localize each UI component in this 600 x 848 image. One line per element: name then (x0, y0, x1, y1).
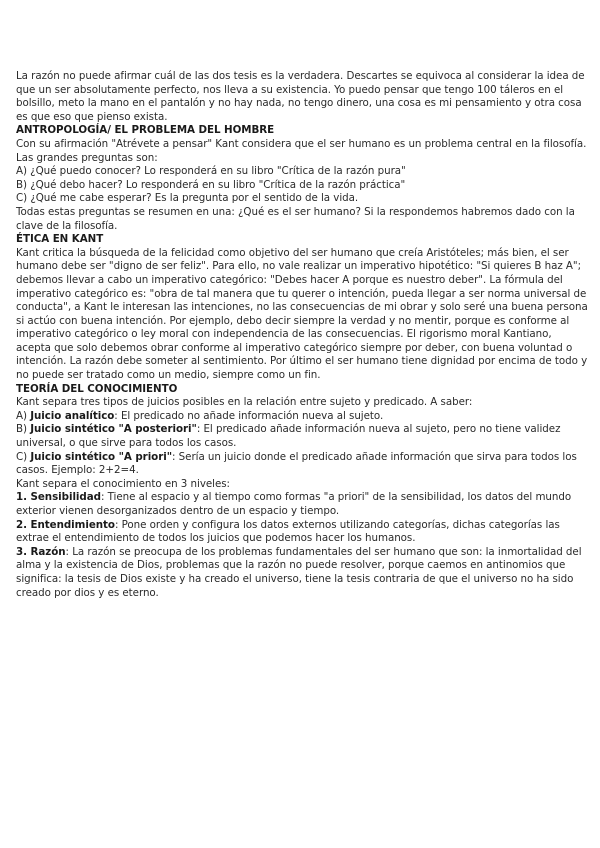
level-item-sensibilidad (16, 491, 588, 518)
question-a: A) ¿Qué puedo conocer? Lo responderá en su libro "Crítica de la razón pura" (16, 165, 406, 178)
etica-paragraph: Kant critica la búsqueda de la felicidad como objetivo del ser humano que creía Aristóteles; más bien, el ser humano debe ser "digno de ser feliz". Para ello, no vale realizar un imperativo hipotético: "Si quieres B haz A"; debemos llevar a cabo un imperativo categórico: "Debes hacer A porque es nuestro deber". La fórmula del imperativo categórico es: "obra de tal manera que tu querer o intención, pueda llegar a ser norma universal de conducta", a Kant le interesan las intenciones, no las consecuencias de mi obrar y solo seré una buena persona si actúo con buena intención. Por ejemplo, debo decir siempre la verdad y no mentir, porque es conforme al imperativo categórico o ley moral con independencia de las consecuencias. El rigorismo moral Kantiano, acepta que solo debemos obrar conforme al imperativo categórico siempre por deber, con buena voluntad o intención. La razón debe someter al sentimiento. Por último el ser humano tiene dignidad por encima de todo y no puede ser tratado como un medio, siempre como un fin. (16, 246, 588, 382)
level-term: 3. Razón (16, 545, 66, 558)
levels-intro: Kant separa el conocimiento en 3 niveles: (16, 477, 230, 490)
item-prefix: A) (16, 409, 31, 422)
judgment-item-synthetic-posteriori (16, 423, 588, 450)
conocimiento-intro: Kant separa tres tipos de juicios posibles en la relación entre sujeto y predicado. A saber: (16, 396, 473, 409)
antropologia-summary: Todas estas preguntas se resumen en una: ¿Qué es el ser humano? Si la respondemos habremos dado con la clave de la filosofía. (16, 205, 575, 232)
judgment-description: : El predicado añade información nueva al sujeto, pero no tiene validez universal, o que sirve para todos los casos. (16, 423, 561, 450)
judgment-item-analytic (16, 410, 588, 424)
judgment-description: : El predicado no añade información nueva al sujeto. (114, 409, 384, 422)
section-heading-antropologia: ANTROPOLOGÍA/ EL PROBLEMA DEL HOMBRE (16, 124, 275, 137)
judgment-term: Juicio sintético "A posteriori" (30, 423, 197, 436)
judgment-term: Juicio sintético "A priori" (30, 450, 173, 463)
intro-paragraph: La razón no puede afirmar cuál de las dos tesis es la verdadera. Descartes se equivoca al considerar la idea de que un ser absolutamente perfecto, nos lleva a su existencia. Yo puedo pensar que tengo 100 táleros en el bolsillo, meto la mano en el pantalón y no hay nada, no tengo dinero, una cosa es mi pensamiento y otra cosa es que eso que pienso exista. (16, 70, 585, 123)
judgment-term: Juicio analítico (30, 409, 115, 422)
section-heading-conocimiento: TEORÍA DEL CONOCIMIENTO (16, 382, 178, 395)
level-description: : La razón se preocupa de los problemas fundamentales del ser humano que son: la inmortalidad del alma y la existencia de Dios, problemas que la razón no puede resolver, porque caemos en antinomios que significa: la tesis de Dios existe y ha creado el universo, tiene la tesis contraria de que el universo no ha sido creado por dios y es eterno. (16, 545, 582, 599)
level-description: : Tiene al espacio y al tiempo como formas "a priori" de la sensibilidad, los datos del mundo exterior vienen desorganizados dentro de un espacio y tiempo. (16, 491, 572, 517)
question-b: B) ¿Qué debo hacer? Lo responderá en su libro "Crítica de la razón práctica" (16, 178, 406, 191)
level-item-razon (16, 546, 588, 600)
item-prefix: B) (16, 423, 31, 436)
document-page (16, 70, 588, 600)
question-c: C) ¿Qué me cabe esperar? Es la pregunta por el sentido de la vida. (16, 192, 359, 205)
item-prefix: C) (16, 450, 31, 463)
level-description: : Pone orden y configura los datos externos utilizando categorías, dichas categorías las extrae el entendimiento de todos los juicios que podemos hacer los humanos. (16, 518, 560, 545)
level-term: 1. Sensibilidad (16, 491, 101, 504)
level-term: 2. Entendimiento (16, 518, 115, 531)
antropologia-intro: Con su afirmación "Atrévete a pensar" Kant considera que el ser humano es un problema central en la filosofía. Las grandes preguntas son: (16, 137, 587, 164)
judgment-description: : Sería un juicio donde el predicado añade información que sirva para todos los casos. Ejemplo: 2+2=4. (16, 450, 577, 477)
section-heading-etica: ÉTICA EN KANT (16, 233, 104, 246)
level-item-entendimiento (16, 519, 588, 546)
judgment-item-synthetic-priori (16, 451, 588, 478)
